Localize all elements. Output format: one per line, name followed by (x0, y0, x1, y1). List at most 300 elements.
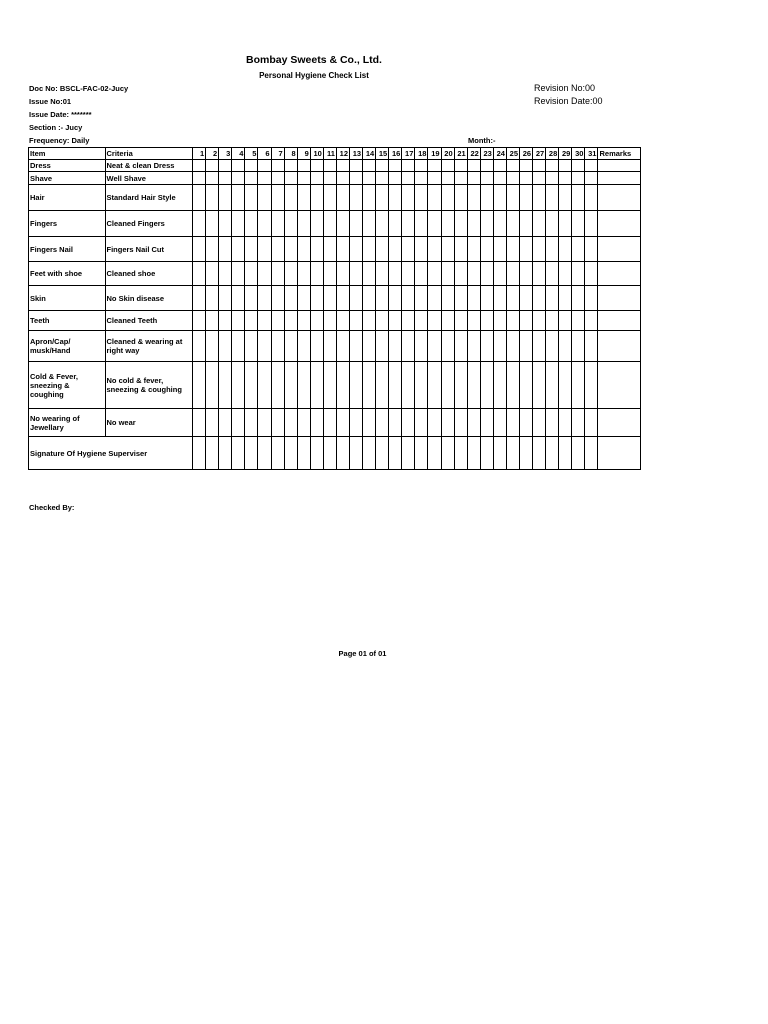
day-check-cell[interactable] (454, 160, 467, 172)
day-check-cell[interactable] (297, 237, 310, 262)
day-check-cell[interactable] (454, 262, 467, 286)
day-check-cell[interactable] (219, 160, 232, 172)
day-check-cell[interactable] (310, 237, 323, 262)
day-check-cell[interactable] (245, 185, 258, 211)
day-check-cell[interactable] (441, 211, 454, 237)
day-check-cell[interactable] (193, 160, 206, 172)
day-check-cell[interactable] (271, 160, 284, 172)
signature-cell[interactable] (546, 437, 559, 470)
day-check-cell[interactable] (206, 262, 219, 286)
day-check-cell[interactable] (546, 172, 559, 185)
day-check-cell[interactable] (585, 409, 598, 437)
day-check-cell[interactable] (546, 262, 559, 286)
day-check-cell[interactable] (520, 172, 533, 185)
day-check-cell[interactable] (284, 286, 297, 311)
signature-cell[interactable] (363, 437, 376, 470)
day-check-cell[interactable] (336, 409, 349, 437)
day-check-cell[interactable] (441, 409, 454, 437)
day-check-cell[interactable] (363, 211, 376, 237)
day-check-cell[interactable] (284, 262, 297, 286)
day-check-cell[interactable] (350, 409, 363, 437)
day-check-cell[interactable] (389, 262, 402, 286)
day-check-cell[interactable] (467, 331, 480, 362)
day-check-cell[interactable] (415, 160, 428, 172)
day-check-cell[interactable] (559, 311, 572, 331)
day-check-cell[interactable] (493, 211, 506, 237)
day-check-cell[interactable] (310, 172, 323, 185)
signature-remarks-cell[interactable] (598, 437, 641, 470)
day-check-cell[interactable] (480, 237, 493, 262)
day-check-cell[interactable] (350, 311, 363, 331)
day-check-cell[interactable] (193, 237, 206, 262)
day-check-cell[interactable] (559, 211, 572, 237)
day-check-cell[interactable] (506, 262, 519, 286)
day-check-cell[interactable] (376, 262, 389, 286)
day-check-cell[interactable] (572, 362, 585, 409)
day-check-cell[interactable] (480, 211, 493, 237)
day-check-cell[interactable] (520, 362, 533, 409)
day-check-cell[interactable] (533, 237, 546, 262)
day-check-cell[interactable] (428, 286, 441, 311)
day-check-cell[interactable] (271, 409, 284, 437)
day-check-cell[interactable] (533, 211, 546, 237)
day-check-cell[interactable] (572, 160, 585, 172)
day-check-cell[interactable] (219, 311, 232, 331)
day-check-cell[interactable] (232, 160, 245, 172)
day-check-cell[interactable] (572, 211, 585, 237)
day-check-cell[interactable] (310, 185, 323, 211)
day-check-cell[interactable] (284, 211, 297, 237)
day-check-cell[interactable] (271, 172, 284, 185)
day-check-cell[interactable] (428, 211, 441, 237)
day-check-cell[interactable] (546, 331, 559, 362)
day-check-cell[interactable] (546, 185, 559, 211)
day-check-cell[interactable] (336, 311, 349, 331)
day-check-cell[interactable] (572, 262, 585, 286)
signature-cell[interactable] (572, 437, 585, 470)
day-check-cell[interactable] (402, 211, 415, 237)
day-check-cell[interactable] (585, 211, 598, 237)
day-check-cell[interactable] (219, 409, 232, 437)
day-check-cell[interactable] (310, 362, 323, 409)
remarks-cell[interactable] (598, 331, 641, 362)
day-check-cell[interactable] (193, 172, 206, 185)
day-check-cell[interactable] (506, 185, 519, 211)
day-check-cell[interactable] (480, 172, 493, 185)
signature-cell[interactable] (232, 437, 245, 470)
day-check-cell[interactable] (310, 331, 323, 362)
day-check-cell[interactable] (520, 237, 533, 262)
day-check-cell[interactable] (258, 237, 271, 262)
day-check-cell[interactable] (559, 331, 572, 362)
day-check-cell[interactable] (506, 362, 519, 409)
signature-cell[interactable] (533, 437, 546, 470)
day-check-cell[interactable] (572, 237, 585, 262)
day-check-cell[interactable] (441, 185, 454, 211)
day-check-cell[interactable] (258, 262, 271, 286)
day-check-cell[interactable] (193, 331, 206, 362)
day-check-cell[interactable] (389, 362, 402, 409)
day-check-cell[interactable] (258, 409, 271, 437)
remarks-cell[interactable] (598, 185, 641, 211)
remarks-cell[interactable] (598, 211, 641, 237)
day-check-cell[interactable] (428, 311, 441, 331)
day-check-cell[interactable] (585, 331, 598, 362)
day-check-cell[interactable] (415, 311, 428, 331)
day-check-cell[interactable] (402, 331, 415, 362)
day-check-cell[interactable] (376, 172, 389, 185)
signature-cell[interactable] (480, 437, 493, 470)
day-check-cell[interactable] (585, 286, 598, 311)
day-check-cell[interactable] (376, 331, 389, 362)
day-check-cell[interactable] (454, 237, 467, 262)
day-check-cell[interactable] (441, 311, 454, 331)
day-check-cell[interactable] (428, 409, 441, 437)
day-check-cell[interactable] (363, 172, 376, 185)
day-check-cell[interactable] (533, 331, 546, 362)
day-check-cell[interactable] (441, 160, 454, 172)
day-check-cell[interactable] (297, 211, 310, 237)
day-check-cell[interactable] (546, 211, 559, 237)
day-check-cell[interactable] (297, 311, 310, 331)
day-check-cell[interactable] (310, 311, 323, 331)
day-check-cell[interactable] (350, 211, 363, 237)
day-check-cell[interactable] (402, 409, 415, 437)
day-check-cell[interactable] (376, 185, 389, 211)
day-check-cell[interactable] (572, 185, 585, 211)
day-check-cell[interactable] (454, 211, 467, 237)
day-check-cell[interactable] (389, 185, 402, 211)
day-check-cell[interactable] (415, 409, 428, 437)
day-check-cell[interactable] (546, 409, 559, 437)
day-check-cell[interactable] (284, 311, 297, 331)
signature-cell[interactable] (350, 437, 363, 470)
signature-cell[interactable] (284, 437, 297, 470)
day-check-cell[interactable] (336, 211, 349, 237)
signature-cell[interactable] (454, 437, 467, 470)
day-check-cell[interactable] (520, 286, 533, 311)
remarks-cell[interactable] (598, 286, 641, 311)
day-check-cell[interactable] (193, 185, 206, 211)
day-check-cell[interactable] (271, 362, 284, 409)
day-check-cell[interactable] (546, 362, 559, 409)
day-check-cell[interactable] (454, 409, 467, 437)
day-check-cell[interactable] (219, 331, 232, 362)
day-check-cell[interactable] (467, 185, 480, 211)
day-check-cell[interactable] (363, 409, 376, 437)
day-check-cell[interactable] (506, 311, 519, 331)
day-check-cell[interactable] (258, 311, 271, 331)
day-check-cell[interactable] (467, 362, 480, 409)
day-check-cell[interactable] (506, 160, 519, 172)
signature-cell[interactable] (258, 437, 271, 470)
day-check-cell[interactable] (232, 331, 245, 362)
day-check-cell[interactable] (232, 237, 245, 262)
day-check-cell[interactable] (428, 160, 441, 172)
day-check-cell[interactable] (350, 262, 363, 286)
day-check-cell[interactable] (310, 286, 323, 311)
day-check-cell[interactable] (428, 331, 441, 362)
day-check-cell[interactable] (533, 362, 546, 409)
day-check-cell[interactable] (533, 172, 546, 185)
signature-cell[interactable] (206, 437, 219, 470)
day-check-cell[interactable] (297, 262, 310, 286)
day-check-cell[interactable] (493, 160, 506, 172)
day-check-cell[interactable] (323, 362, 336, 409)
day-check-cell[interactable] (546, 160, 559, 172)
day-check-cell[interactable] (585, 262, 598, 286)
day-check-cell[interactable] (363, 237, 376, 262)
day-check-cell[interactable] (297, 172, 310, 185)
day-check-cell[interactable] (363, 160, 376, 172)
day-check-cell[interactable] (480, 362, 493, 409)
day-check-cell[interactable] (336, 286, 349, 311)
day-check-cell[interactable] (402, 172, 415, 185)
signature-cell[interactable] (245, 437, 258, 470)
day-check-cell[interactable] (376, 160, 389, 172)
day-check-cell[interactable] (245, 331, 258, 362)
day-check-cell[interactable] (415, 262, 428, 286)
day-check-cell[interactable] (232, 311, 245, 331)
day-check-cell[interactable] (350, 160, 363, 172)
day-check-cell[interactable] (376, 237, 389, 262)
day-check-cell[interactable] (546, 286, 559, 311)
day-check-cell[interactable] (415, 172, 428, 185)
day-check-cell[interactable] (493, 331, 506, 362)
day-check-cell[interactable] (467, 211, 480, 237)
day-check-cell[interactable] (585, 185, 598, 211)
day-check-cell[interactable] (363, 311, 376, 331)
day-check-cell[interactable] (350, 185, 363, 211)
day-check-cell[interactable] (297, 362, 310, 409)
day-check-cell[interactable] (232, 409, 245, 437)
day-check-cell[interactable] (297, 185, 310, 211)
day-check-cell[interactable] (415, 185, 428, 211)
day-check-cell[interactable] (350, 237, 363, 262)
day-check-cell[interactable] (284, 409, 297, 437)
day-check-cell[interactable] (415, 362, 428, 409)
day-check-cell[interactable] (415, 331, 428, 362)
day-check-cell[interactable] (323, 237, 336, 262)
day-check-cell[interactable] (206, 331, 219, 362)
signature-cell[interactable] (520, 437, 533, 470)
day-check-cell[interactable] (533, 262, 546, 286)
day-check-cell[interactable] (520, 262, 533, 286)
signature-cell[interactable] (402, 437, 415, 470)
day-check-cell[interactable] (376, 311, 389, 331)
day-check-cell[interactable] (206, 237, 219, 262)
day-check-cell[interactable] (493, 172, 506, 185)
day-check-cell[interactable] (533, 311, 546, 331)
day-check-cell[interactable] (206, 211, 219, 237)
signature-cell[interactable] (493, 437, 506, 470)
day-check-cell[interactable] (533, 286, 546, 311)
day-check-cell[interactable] (232, 172, 245, 185)
day-check-cell[interactable] (310, 262, 323, 286)
day-check-cell[interactable] (415, 211, 428, 237)
day-check-cell[interactable] (546, 311, 559, 331)
day-check-cell[interactable] (193, 362, 206, 409)
day-check-cell[interactable] (245, 286, 258, 311)
day-check-cell[interactable] (572, 409, 585, 437)
day-check-cell[interactable] (271, 262, 284, 286)
day-check-cell[interactable] (520, 211, 533, 237)
day-check-cell[interactable] (271, 237, 284, 262)
day-check-cell[interactable] (363, 286, 376, 311)
day-check-cell[interactable] (520, 311, 533, 331)
day-check-cell[interactable] (493, 311, 506, 331)
day-check-cell[interactable] (467, 262, 480, 286)
day-check-cell[interactable] (193, 211, 206, 237)
day-check-cell[interactable] (402, 286, 415, 311)
signature-cell[interactable] (193, 437, 206, 470)
day-check-cell[interactable] (245, 262, 258, 286)
day-check-cell[interactable] (402, 160, 415, 172)
day-check-cell[interactable] (559, 160, 572, 172)
day-check-cell[interactable] (402, 237, 415, 262)
day-check-cell[interactable] (546, 237, 559, 262)
day-check-cell[interactable] (323, 211, 336, 237)
day-check-cell[interactable] (402, 185, 415, 211)
day-check-cell[interactable] (585, 172, 598, 185)
day-check-cell[interactable] (245, 211, 258, 237)
day-check-cell[interactable] (454, 362, 467, 409)
day-check-cell[interactable] (323, 160, 336, 172)
day-check-cell[interactable] (533, 185, 546, 211)
day-check-cell[interactable] (520, 331, 533, 362)
day-check-cell[interactable] (363, 362, 376, 409)
day-check-cell[interactable] (232, 362, 245, 409)
day-check-cell[interactable] (572, 331, 585, 362)
day-check-cell[interactable] (493, 262, 506, 286)
day-check-cell[interactable] (284, 185, 297, 211)
day-check-cell[interactable] (480, 185, 493, 211)
day-check-cell[interactable] (219, 211, 232, 237)
day-check-cell[interactable] (559, 237, 572, 262)
day-check-cell[interactable] (297, 409, 310, 437)
day-check-cell[interactable] (559, 185, 572, 211)
day-check-cell[interactable] (284, 172, 297, 185)
day-check-cell[interactable] (245, 160, 258, 172)
day-check-cell[interactable] (572, 311, 585, 331)
day-check-cell[interactable] (323, 331, 336, 362)
day-check-cell[interactable] (467, 311, 480, 331)
day-check-cell[interactable] (284, 160, 297, 172)
signature-cell[interactable] (441, 437, 454, 470)
day-check-cell[interactable] (454, 172, 467, 185)
day-check-cell[interactable] (376, 362, 389, 409)
day-check-cell[interactable] (297, 160, 310, 172)
day-check-cell[interactable] (402, 362, 415, 409)
signature-cell[interactable] (219, 437, 232, 470)
day-check-cell[interactable] (336, 185, 349, 211)
day-check-cell[interactable] (193, 262, 206, 286)
day-check-cell[interactable] (480, 409, 493, 437)
signature-cell[interactable] (336, 437, 349, 470)
day-check-cell[interactable] (376, 211, 389, 237)
day-check-cell[interactable] (389, 311, 402, 331)
day-check-cell[interactable] (428, 362, 441, 409)
day-check-cell[interactable] (297, 286, 310, 311)
day-check-cell[interactable] (206, 311, 219, 331)
day-check-cell[interactable] (441, 262, 454, 286)
day-check-cell[interactable] (415, 237, 428, 262)
day-check-cell[interactable] (572, 286, 585, 311)
day-check-cell[interactable] (493, 362, 506, 409)
day-check-cell[interactable] (480, 262, 493, 286)
day-check-cell[interactable] (258, 211, 271, 237)
remarks-cell[interactable] (598, 172, 641, 185)
day-check-cell[interactable] (297, 331, 310, 362)
day-check-cell[interactable] (193, 286, 206, 311)
day-check-cell[interactable] (402, 311, 415, 331)
day-check-cell[interactable] (585, 311, 598, 331)
day-check-cell[interactable] (219, 262, 232, 286)
day-check-cell[interactable] (493, 185, 506, 211)
day-check-cell[interactable] (363, 331, 376, 362)
day-check-cell[interactable] (559, 362, 572, 409)
day-check-cell[interactable] (271, 211, 284, 237)
day-check-cell[interactable] (245, 237, 258, 262)
day-check-cell[interactable] (585, 160, 598, 172)
day-check-cell[interactable] (506, 409, 519, 437)
day-check-cell[interactable] (454, 286, 467, 311)
day-check-cell[interactable] (454, 331, 467, 362)
day-check-cell[interactable] (559, 262, 572, 286)
remarks-cell[interactable] (598, 237, 641, 262)
day-check-cell[interactable] (206, 362, 219, 409)
day-check-cell[interactable] (323, 409, 336, 437)
day-check-cell[interactable] (284, 237, 297, 262)
day-check-cell[interactable] (206, 409, 219, 437)
day-check-cell[interactable] (441, 172, 454, 185)
day-check-cell[interactable] (428, 237, 441, 262)
day-check-cell[interactable] (193, 311, 206, 331)
day-check-cell[interactable] (336, 237, 349, 262)
day-check-cell[interactable] (336, 362, 349, 409)
remarks-cell[interactable] (598, 409, 641, 437)
day-check-cell[interactable] (232, 185, 245, 211)
day-check-cell[interactable] (310, 409, 323, 437)
day-check-cell[interactable] (350, 362, 363, 409)
signature-cell[interactable] (271, 437, 284, 470)
day-check-cell[interactable] (258, 331, 271, 362)
day-check-cell[interactable] (350, 331, 363, 362)
day-check-cell[interactable] (206, 286, 219, 311)
day-check-cell[interactable] (323, 311, 336, 331)
day-check-cell[interactable] (350, 172, 363, 185)
day-check-cell[interactable] (480, 311, 493, 331)
signature-cell[interactable] (428, 437, 441, 470)
day-check-cell[interactable] (206, 172, 219, 185)
day-check-cell[interactable] (323, 172, 336, 185)
day-check-cell[interactable] (480, 331, 493, 362)
day-check-cell[interactable] (232, 211, 245, 237)
signature-cell[interactable] (467, 437, 480, 470)
day-check-cell[interactable] (219, 172, 232, 185)
signature-cell[interactable] (506, 437, 519, 470)
remarks-cell[interactable] (598, 262, 641, 286)
day-check-cell[interactable] (506, 286, 519, 311)
day-check-cell[interactable] (441, 286, 454, 311)
day-check-cell[interactable] (559, 409, 572, 437)
day-check-cell[interactable] (363, 262, 376, 286)
day-check-cell[interactable] (271, 331, 284, 362)
signature-cell[interactable] (376, 437, 389, 470)
day-check-cell[interactable] (493, 409, 506, 437)
day-check-cell[interactable] (441, 237, 454, 262)
day-check-cell[interactable] (245, 172, 258, 185)
